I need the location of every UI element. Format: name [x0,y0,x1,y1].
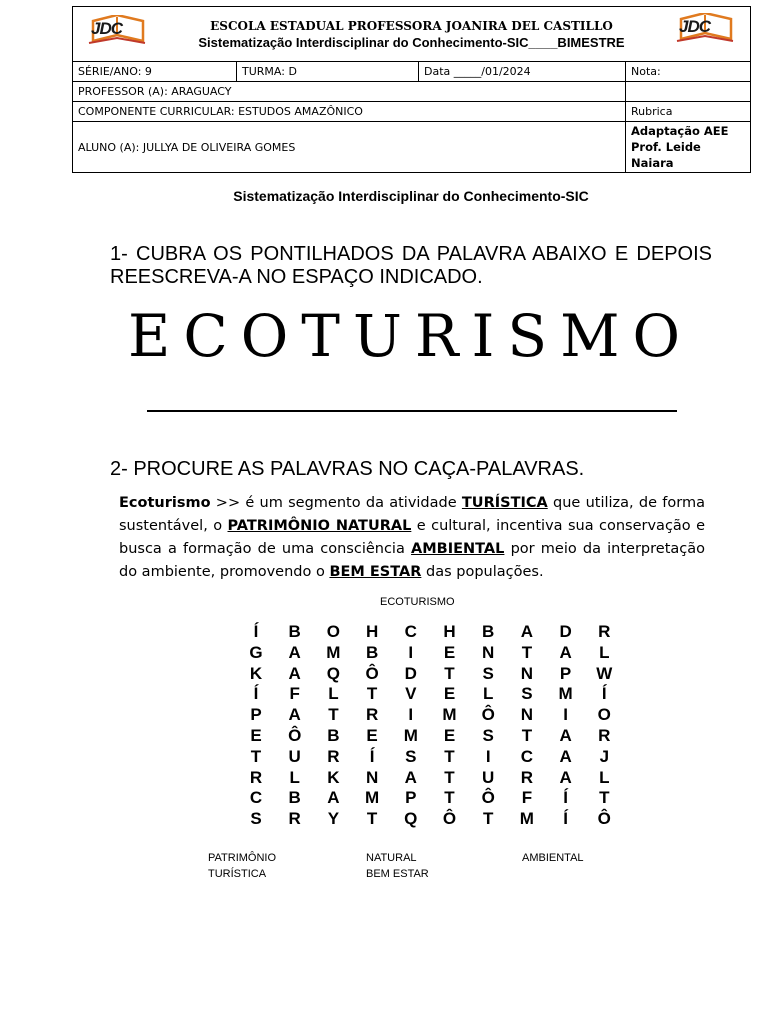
grid-letter: R [327,746,340,766]
grid-letter: U [288,746,301,766]
grid-letter: P [405,788,417,808]
grid-letter: N [520,663,534,683]
grid-letter: H [365,622,379,641]
grid-letter: N [520,705,534,725]
grid-letter: F [521,788,533,808]
grid-letter: E [443,684,456,704]
date-field: Data _____/01/2024 [419,62,626,82]
grid-letter: Ô [288,726,302,745]
grid-letter: C [520,746,534,766]
grid-letter: A [327,788,340,808]
grid-letter: A [520,622,534,641]
grid-letter: U [482,767,495,787]
grid-letter: R [365,705,379,725]
document-title: Sistematização Interdisciplinar do Conhecimento-SIC [233,188,589,204]
question-1: 1- CUBRA OS PONTILHADOS DA PALAVRA ABAIXO E DEPOIS REESCREVA-A NO ESPAÇO INDICADO. [110,243,712,288]
grid-letter: F [289,684,300,704]
grid-letter: C [249,788,263,808]
rubric-field: Rubrica [626,102,751,122]
keyword-bem-estar: BEM ESTAR [329,564,422,580]
serie-field: SÉRIE/ANO: 9 [73,62,237,82]
grid-letter: S [521,684,533,704]
grid-letter: S [250,809,262,829]
grid-letter: E [366,726,378,745]
header-subtitle: Sistematização Interdisciplinar do Conhecimento-SIC____BIMESTRE [198,35,625,50]
school-name: ESCOLA ESTADUAL PROFESSORA JOANIRA DEL CASTILLO [210,19,613,33]
grid-letter: E [443,642,456,662]
curriculum-field: COMPONENTE CURRICULAR: ESTUDOS AMAZÔNICO [73,102,626,122]
keyword-ambiental: AMBIENTAL [411,541,505,557]
grid-letter: R [249,767,263,787]
grid-letter: Y [327,809,340,829]
grid-letter: B [327,726,340,745]
grade-field: Nota: [626,62,751,82]
school-logo-left: JDC [83,15,153,49]
grid-letter: M [558,684,573,704]
grid-letter: D [559,622,572,641]
grid-letter: T [521,642,533,662]
grid-letter: L [599,642,610,662]
word-list-item: NATURAL [366,852,417,864]
answer-line [147,410,677,412]
grid-letter: G [249,642,263,662]
question-2: 2- PROCURE AS PALAVRAS NO CAÇA-PALAVRAS. [110,458,585,480]
grid-letter: M [519,809,534,829]
grid-letter: Q [326,663,340,683]
grid-letter: L [328,684,339,704]
grid-letter: T [366,809,378,829]
grid-letter: Ô [442,809,457,829]
ecotourism-paragraph: Ecoturismo >> é um segmento da atividade TURÍSTICA que utiliza, de forma sustentável, o PATRIMÔNIO NATURAL e cultural, incentiva sua conservação e busca a formação de uma consciência AMBIENTAL por meio da interpretação do ambiente, promovendo o BEM ESTAR das populações. [119,495,706,580]
header-table [72,6,751,173]
word-list-item: PATRIMÔNIO [208,852,277,864]
grid-letter: R [598,622,611,641]
grid-letter: B [288,788,301,808]
word-list-item: TURÍSTICA [208,868,267,880]
grid-letter: E [443,726,456,745]
grid-letter: T [521,726,533,745]
grid-letter: O [597,705,611,725]
aee-teacher: Prof. Leide Naiara [631,140,701,170]
para-term: Ecoturismo [119,495,211,511]
grid-letter: Í [563,809,568,829]
grid-letter: P [250,705,262,725]
grid-letter: B [365,642,379,662]
grid-letter: T [444,663,455,683]
grid-letter: L [599,767,610,787]
empty-cell [626,82,751,102]
keyword-patrimonio-natural: PATRIMÔNIO NATURAL [227,518,412,534]
grid-letter: Ô [481,705,495,725]
aee-adaptation [626,122,751,173]
grid-letter: T [366,684,378,704]
grid-letter: P [559,663,572,683]
grid-letter: L [482,684,494,704]
grid-letter: A [559,767,572,787]
grid-letter: R [288,809,301,829]
grid-letter: Í [369,746,375,766]
grid-letter: S [405,746,417,766]
grid-letter: Í [563,788,568,808]
word-list-item: AMBIENTAL [522,852,584,864]
turma-field: TURMA: D [237,62,419,82]
grid-letter: T [250,746,262,766]
grid-letter: I [563,705,568,725]
grid-letter: R [598,726,611,745]
grid-letter: V [405,684,417,704]
grid-letter: I [408,642,414,662]
grid-letter: A [288,705,301,725]
grid-letter: M [326,642,341,662]
grid-letter: Ô [365,663,379,683]
grid-letter: H [443,622,456,641]
grid-letter: J [599,746,610,766]
grid-letter: I [485,746,491,766]
grid-letter: W [596,663,613,683]
grid-letter: S [482,663,494,683]
grid-letter: T [444,767,455,787]
grid-letter: S [482,726,494,745]
grid-letter: Ô [481,788,495,808]
grid-letter: T [328,705,339,725]
header-banner [73,7,751,62]
grid-letter: R [520,767,534,787]
grid-letter: C [404,622,417,641]
wordsearch-title: ECOTURISMO [380,596,455,608]
grid-letter: T [444,746,455,766]
grid-letter: M [403,726,418,745]
aee-label: Adaptação AEE [631,124,729,138]
grid-letter: N [365,767,379,787]
grid-letter: Q [404,809,418,829]
grid-letter: Ô [597,809,611,829]
grid-letter: D [404,663,417,683]
grid-letter: O [326,622,340,641]
grid-letter: N [482,642,495,662]
grid-letter: Í [253,622,259,641]
tracing-word: ECOTURISMO [128,302,694,370]
grid-letter: Í [253,684,259,704]
grid-letter: I [408,705,414,725]
grid-letter: A [404,767,417,787]
student-field: ALUNO (A): JULLYA DE OLIVEIRA GOMES [73,122,626,173]
word-list-item: BEM ESTAR [366,868,429,880]
grid-letter: B [482,622,495,641]
grid-letter: Í [601,684,607,704]
grid-letter: M [365,788,380,808]
grid-letter: A [559,642,572,662]
grid-letter: M [442,705,457,725]
grid-letter: A [559,746,572,766]
grid-letter: A [288,663,301,683]
grid-letter: T [444,788,455,808]
grid-letter: T [599,788,610,808]
grid-letter: K [249,663,263,683]
grid-letter: A [559,726,572,745]
grid-letter: B [288,622,301,641]
keyword-turistica: TURÍSTICA [461,495,548,511]
professor-field: PROFESSOR (A): ARAGUACY [73,82,626,102]
school-logo-right: JDC [671,13,741,47]
grid-letter: E [250,726,262,745]
grid-letter: L [289,767,300,787]
grid-letter: K [327,767,340,787]
grid-letter: T [482,809,494,829]
grid-letter: A [288,642,301,662]
